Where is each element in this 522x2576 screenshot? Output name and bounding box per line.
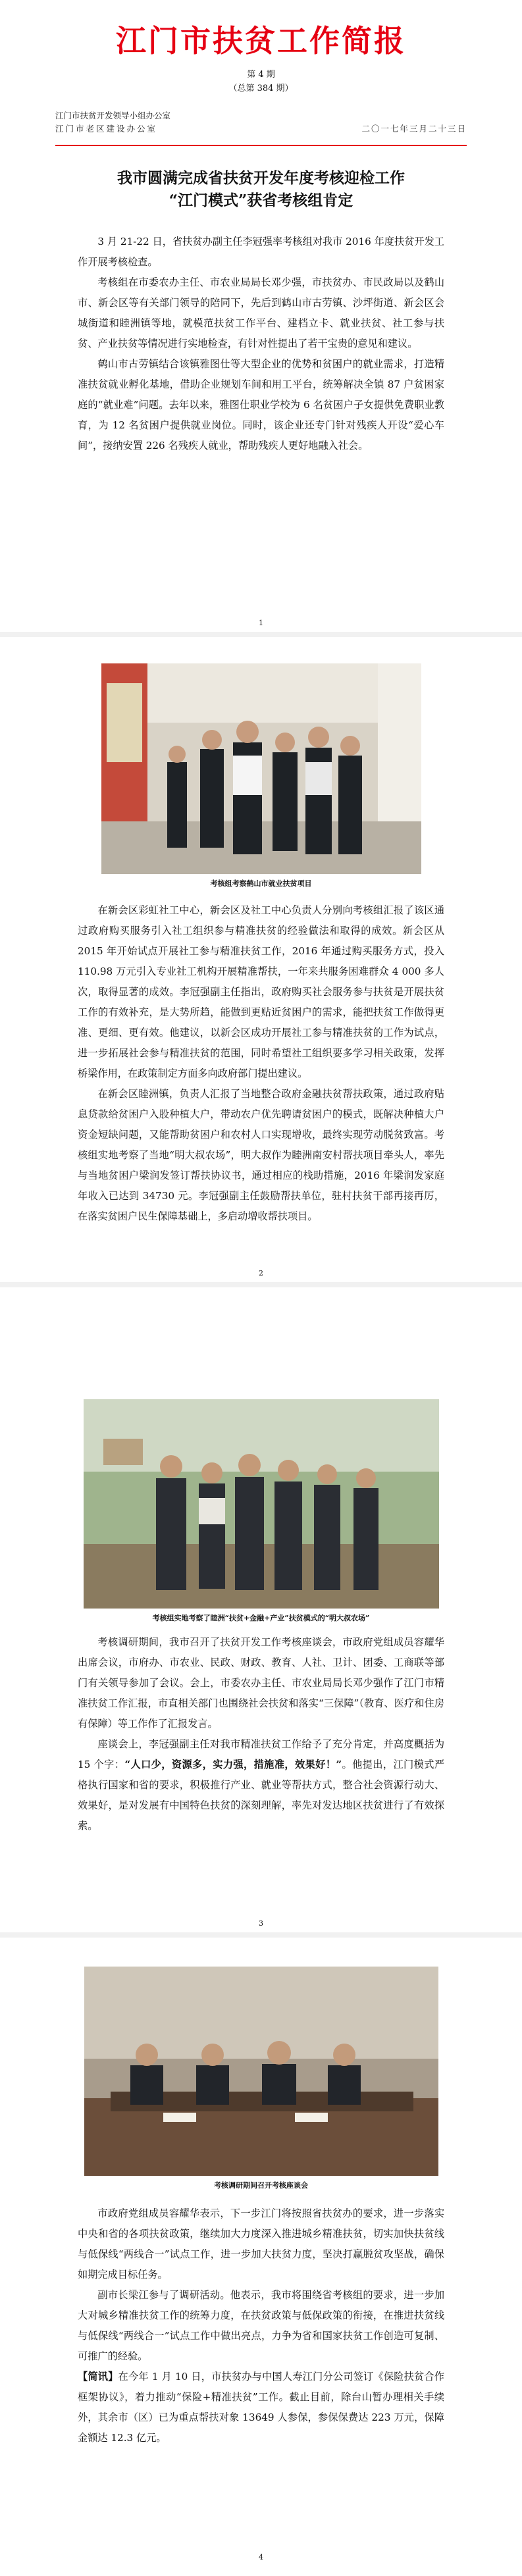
photo-employment-project bbox=[101, 663, 421, 874]
page-2 bbox=[0, 637, 522, 1282]
page-number: 1 bbox=[259, 619, 263, 627]
page-number: 3 bbox=[259, 1919, 263, 1928]
photo-farm-visit bbox=[84, 1399, 439, 1609]
photo-farm-visit-image bbox=[84, 1399, 439, 1609]
bulletin-title: 江门市扶贫工作简报 bbox=[116, 23, 406, 59]
paragraph: 在新会区彩虹社工中心，新会区及社工中心负责人分别向考核组汇报了该区通过政府购买服务引入社工组织参与精准扶贫的经验做法和取得的成效。新会区从 2015 年开始试点开展社工参与精准扶贫工作，2016 年通过购买服务方式，投入 110.98 万元引入专业社工机构开展精准帮扶，一年来共服务困难群众 4 000 多人次，取得显著的成效。李冠强副主任指出，政府购买社会服务参与扶贫是开展扶贫工作的有效补充，是大势所趋，能做到更贴近贫困户的需求，能把扶贫工作做得更准、更细、更有效。他建议，以新会区成功开展社工参与精准扶贫的工作为试点，进一步拓展社会参与精准扶贫的范围，同时希望社工组织要多学习相关政策，发挥桥梁作用，在政策制定方面多向政府部门提出建议。 bbox=[78, 904, 444, 1079]
paragraph: 在新会区睦洲镇，负责人汇报了当地整合政府金融扶贫帮扶政策，通过政府贴息贷款给贫困户入股种植大户，带动农户优先聘请贫困户的模式，既解决种植大户资金短缺问题，又能帮助贫困户和农村人口实现增收，最终实现劳动脱贫致富。考核组实地考察了当地“明大叔农场”，明大叔作为睦洲南安村帮扶项目牵头人，率先与当地贫困户梁润发签订帮扶协议书，通过相应的栈助措施，2016 年梁润发家庭年收入已达到 34730 元。李冠强副主任鼓励帮扶单位，驻村扶贫干部再接再厉，在落实贫困户民生保障基础上，多启动增收帮扶项目。 bbox=[78, 1088, 444, 1222]
paragraph: 副市长梁江参与了调研活动。他表示，我市将围绕省考核组的要求，进一步加大对城乡精准扶贫工作的统筹力度，在扶贫政策与低保政策的衔接，在推进扶贫线与低保线“两线合一”试点工作中做出亮点，力争为省和国家扶贫工作创造可复制、可推广的经验。 bbox=[78, 2289, 444, 2362]
issuer-block bbox=[55, 107, 467, 145]
photo-meeting bbox=[84, 1967, 438, 2176]
article-body-page1 bbox=[78, 232, 444, 456]
article-subheadline: “江门模式”获省考核组肯定 bbox=[169, 192, 353, 209]
paragraph: 3 月 21-22 日，省扶贫办副主任李冠强率考核组对我市 2016 年度扶贫开发工作开展考核检查。 bbox=[78, 236, 444, 268]
issue-number: 第 4 期 bbox=[247, 70, 275, 80]
page-gap bbox=[0, 1932, 522, 1938]
article-headline: 我市圆满完成省扶贫开发年度考核迎检工作 bbox=[117, 169, 405, 187]
page-3 bbox=[0, 1287, 522, 1932]
red-divider bbox=[55, 145, 467, 146]
quote-emphasis: “人口少，资源多，实力强，措施准，效果好！” bbox=[124, 1759, 342, 1770]
page-gap bbox=[0, 632, 522, 637]
photo-block-3 bbox=[0, 1967, 522, 2190]
paragraph: 鹤山市古劳镇结合该镇雅图仕等大型企业的优势和贫困户的就业需求，打造精准扶贫就业孵化基地，借助企业规划车间和用工平台，统筹解决全镇 87 户贫困家庭的“就业难”问题。去年以来，雅图仕职业学校为 6 名贫困户子女提供免费职业教育，为 12 名贫困户提供就业岗位。同时，该企业还专门针对残疾人开设“爱心车间”，接纳安置 226 名残疾人就业，帮助残疾人更好地融入社会。 bbox=[78, 358, 444, 451]
paragraph bbox=[78, 1734, 444, 1836]
issuer-line-1: 江门市扶贫开发领导小组办公室 bbox=[55, 111, 171, 120]
page-1 bbox=[0, 0, 522, 632]
paragraph: 考核调研期间，我市召开了扶贫开发工作考核座谈会，市政府党组成员容耀华出席会议，市府办、市农业、民政、财政、教育、人社、卫计、团委、工商联等部门有关领导参加了会议。会上，市委农办主任、市农业局局长邓少强作了江门市精准扶贫工作汇报，市直相关部门也围绕社会扶贫和落实“三保障”（教育、医疗和住房有保障）等工作作了汇报发言。 bbox=[78, 1636, 444, 1730]
page-4 bbox=[0, 1938, 522, 2576]
paragraph: 考核组在市委农办主任、市农业局局长邓少强，市扶贫办、市民政局以及鹤山市、新会区等有关部门领导的陪同下，先后到鹤山市古劳镇、沙坪街道、新会区会城街道和睦洲镇等地，就模范扶贫工作平台、建档立卡、就业扶贫、社工参与扶贫、产业扶贫等情况进行实地检查，有针对性提出了若干宝贵的意见和建议。 bbox=[78, 276, 444, 349]
paragraph: 市政府党组成员容耀华表示，下一步江门将按照省扶贫办的要求，进一步落实中央和省的各项扶贫政策，继续加大力度深入推进城乡精准扶贫，切实加快扶贫线与低保线“两线合一”试点工作，进一步加大扶贫力度，坚决打赢脱贫攻坚战，确保如期完成目标任务。 bbox=[78, 2207, 444, 2280]
text-run: 座谈会上，李冠强副主任对我市精准扶贫工作给予了充分肯定，并高度概括为 15 个字： bbox=[78, 1738, 444, 1770]
total-issue-number: （总第 384 期） bbox=[228, 84, 294, 93]
photo-caption-1: 考核组考察鹤山市就业扶贫项目 bbox=[210, 879, 312, 888]
page-gap bbox=[0, 1282, 522, 1287]
brief-paragraph bbox=[78, 2367, 444, 2448]
photo-block-1 bbox=[0, 663, 522, 889]
photo-block-2 bbox=[0, 1399, 522, 1623]
brief-text: 在今年 1 月 10 日，市扶贫办与中国人寿江门分公司签订《保险扶贫合作框架协议》，着力推动“保险+精准扶贫”工作。截止目前，除台山暂办理相关手续外，其余市（区）已为重点帮扶对象 13649 人参保，参保保费达 223 万元，保障金额达 12.3 亿元。 bbox=[78, 2371, 444, 2444]
text-run: 。他提出，江门模式严格执行国家和省的要求，积极推行产业、就业等帮扶方式，整合社会资源行动大、效果好，是对发展有中国特色扶贫的深刻理解，率先对发达地区扶贫进行了有效探索。 bbox=[78, 1759, 445, 1832]
article-body-page2 bbox=[78, 900, 444, 1227]
masthead bbox=[0, 0, 522, 93]
photo-meeting-image bbox=[84, 1967, 438, 2176]
article-body-page3 bbox=[78, 1632, 444, 1836]
issuer-line-2: 江门市老区建设办公室 bbox=[55, 124, 158, 134]
brief-label: 【简讯】 bbox=[78, 2371, 118, 2383]
page-number: 2 bbox=[259, 1269, 263, 1277]
photo-caption-3: 考核调研期间召开考核座谈会 bbox=[214, 2181, 308, 2190]
page-number: 4 bbox=[259, 2553, 263, 2562]
issue-date: 二〇一七年三月二十三日 bbox=[361, 124, 467, 134]
photo-employment-project-image bbox=[101, 663, 421, 874]
photo-caption-2: 考核组实地考察了睦洲“扶贫+金融+产业”扶贫模式的“明大叔农场” bbox=[152, 1614, 370, 1622]
article-body-page4 bbox=[78, 2203, 444, 2448]
